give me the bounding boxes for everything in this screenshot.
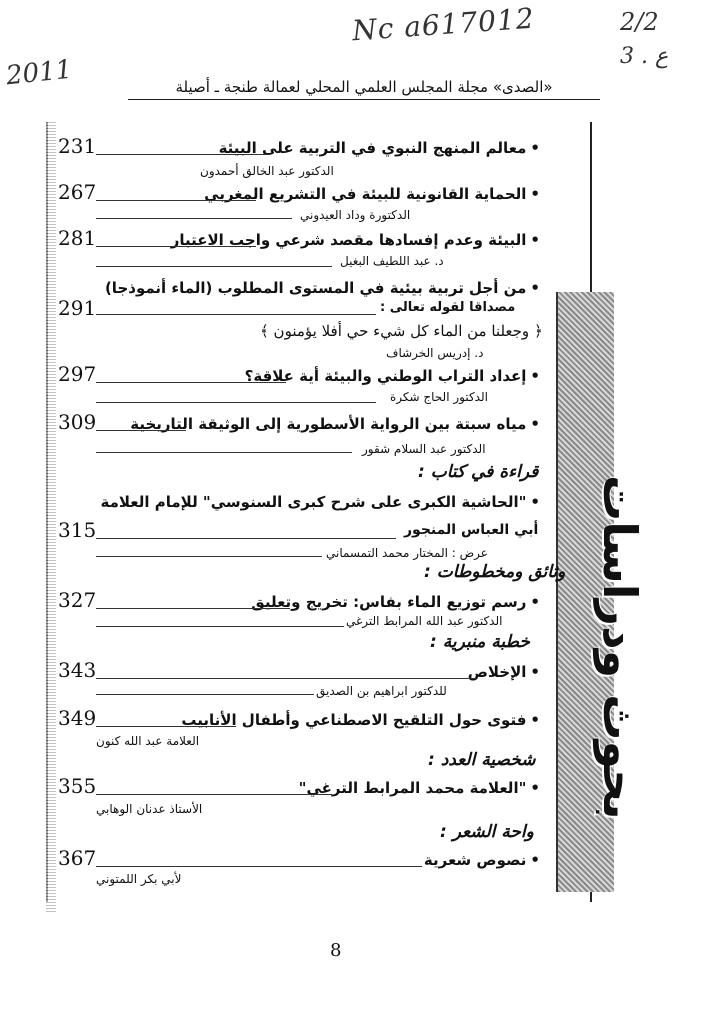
leader-line bbox=[96, 266, 332, 267]
leader-line bbox=[96, 866, 422, 867]
entry-page: 297 bbox=[58, 362, 97, 386]
entry-author: د. إدريس الخرشاف bbox=[386, 346, 484, 360]
entry-title: •إعداد التراب الوطني والبيئة أية علاقة؟ bbox=[244, 367, 540, 385]
entry-title: •معالم المنهج النبوي في التربية على البيئة bbox=[218, 139, 540, 157]
entry-author: عرض : المختار محمد التمسماني bbox=[326, 546, 488, 560]
leader-line bbox=[96, 218, 292, 219]
entry-page: 355 bbox=[58, 774, 97, 798]
leader-line bbox=[96, 246, 256, 247]
entry-author: لأبي بكر اللمتوني bbox=[96, 872, 182, 886]
leader-line bbox=[96, 430, 186, 431]
leader-line bbox=[96, 538, 396, 539]
entry-subtitle: مصداقا لقوله تعالى : bbox=[380, 300, 516, 315]
handwritten-code: 3 . ع bbox=[620, 44, 669, 69]
leader-line bbox=[96, 608, 290, 609]
leader-line bbox=[96, 200, 256, 201]
entry-author: الدكتور عبد الخالق أحمدون bbox=[200, 164, 334, 178]
entry-title: •من أجل تربية بيئية في المستوى المطلوب (الماء أنموذجا) bbox=[104, 279, 540, 297]
leader-line bbox=[96, 382, 286, 383]
entry-author: الدكتور عبد السلام شقور bbox=[362, 442, 486, 456]
running-header: «الصدى» مجلة المجلس العلمي المحلي لعمالة طنجة ـ أصيلة bbox=[128, 78, 600, 100]
entry-title: •البيئة وعدم إفسادها مقصد شرعي واجب الاعتبار bbox=[170, 231, 540, 249]
section-heading: وثائق ومخطوطات : bbox=[424, 562, 566, 582]
entry-page: 309 bbox=[58, 410, 97, 434]
entry-title: •فتوى حول التلقيح الاصطناعي وأطفال الأنابيب bbox=[181, 711, 540, 729]
entry-subtitle: أبي العباس المنجور bbox=[404, 522, 539, 538]
scan-speckle bbox=[46, 122, 56, 912]
entry-page: 291 bbox=[58, 296, 97, 320]
handwritten-number: 2/2 bbox=[620, 8, 659, 36]
entry-page: 231 bbox=[58, 134, 97, 158]
entry-title: •"الحاشية الكبرى على شرح كبرى السنوسي" للإمام العلامة bbox=[100, 493, 540, 511]
entry-page: 327 bbox=[58, 588, 97, 612]
entry-title: •مياه سبتة بين الرواية الأسطورية إلى الوثيقة التاريخية bbox=[130, 415, 540, 433]
leader-line bbox=[96, 626, 344, 627]
entry-author: الدكتور الحاج شكرة bbox=[390, 390, 488, 404]
leader-line bbox=[96, 314, 376, 315]
entry-page: 315 bbox=[58, 518, 97, 542]
page-number: 8 bbox=[330, 940, 342, 961]
leader-line bbox=[96, 556, 322, 557]
entry-author: الدكتور عبد الله المرابط الترغي bbox=[346, 614, 503, 628]
leader-line bbox=[96, 452, 352, 453]
entry-author: د. عبد اللطيف البغيل bbox=[340, 254, 444, 268]
leader-line bbox=[96, 794, 332, 795]
entry-title: •رسم توزيع الماء بفاس: تخريج وتعليق bbox=[251, 593, 540, 611]
entry-page: 343 bbox=[58, 658, 97, 682]
entry-page: 349 bbox=[58, 706, 97, 730]
section-heading: خطبة منبرية : bbox=[430, 632, 530, 652]
entry-page: 367 bbox=[58, 846, 97, 870]
entry-author: الدكتورة وداد العيدوني bbox=[300, 208, 411, 222]
entry-title: •الإخلاص bbox=[467, 663, 540, 681]
leader-line bbox=[96, 726, 236, 727]
handwritten-year: 2011 bbox=[4, 54, 74, 92]
entry-title: •"العلامة محمد المرابط الترغي" bbox=[298, 779, 540, 797]
entry-title: •الحماية القانونية للبيئة في التشريع المغربي bbox=[204, 185, 540, 203]
section-heading: واحة الشعر : bbox=[440, 822, 534, 842]
section-heading: شخصية العدد : bbox=[428, 750, 536, 770]
side-banner-title: بحوث ودراسات bbox=[593, 475, 647, 820]
entry-page: 281 bbox=[58, 226, 97, 250]
leader-line bbox=[96, 402, 376, 403]
entry-author: الأستاذ عدنان الوهابي bbox=[96, 802, 203, 816]
toc-entry bbox=[60, 278, 540, 297]
quran-verse: ﴿ وجعلنا من الماء كل شيء حي أفلا يؤمنون ﴾ bbox=[260, 322, 543, 340]
entry-page: 267 bbox=[58, 180, 97, 204]
entry-author: للدكتور ابراهيم بن الصديق bbox=[316, 684, 447, 698]
leader-line bbox=[96, 154, 268, 155]
section-heading: قراءة في كتاب : bbox=[418, 462, 539, 482]
handwritten-reference: Nc a617012 bbox=[351, 1, 536, 48]
leader-line bbox=[96, 694, 314, 695]
entry-author: العلامة عبد الله كنون bbox=[96, 734, 200, 748]
leader-line bbox=[96, 678, 476, 679]
toc-entry bbox=[60, 492, 540, 511]
entry-title: •نصوص شعرية bbox=[423, 851, 540, 869]
